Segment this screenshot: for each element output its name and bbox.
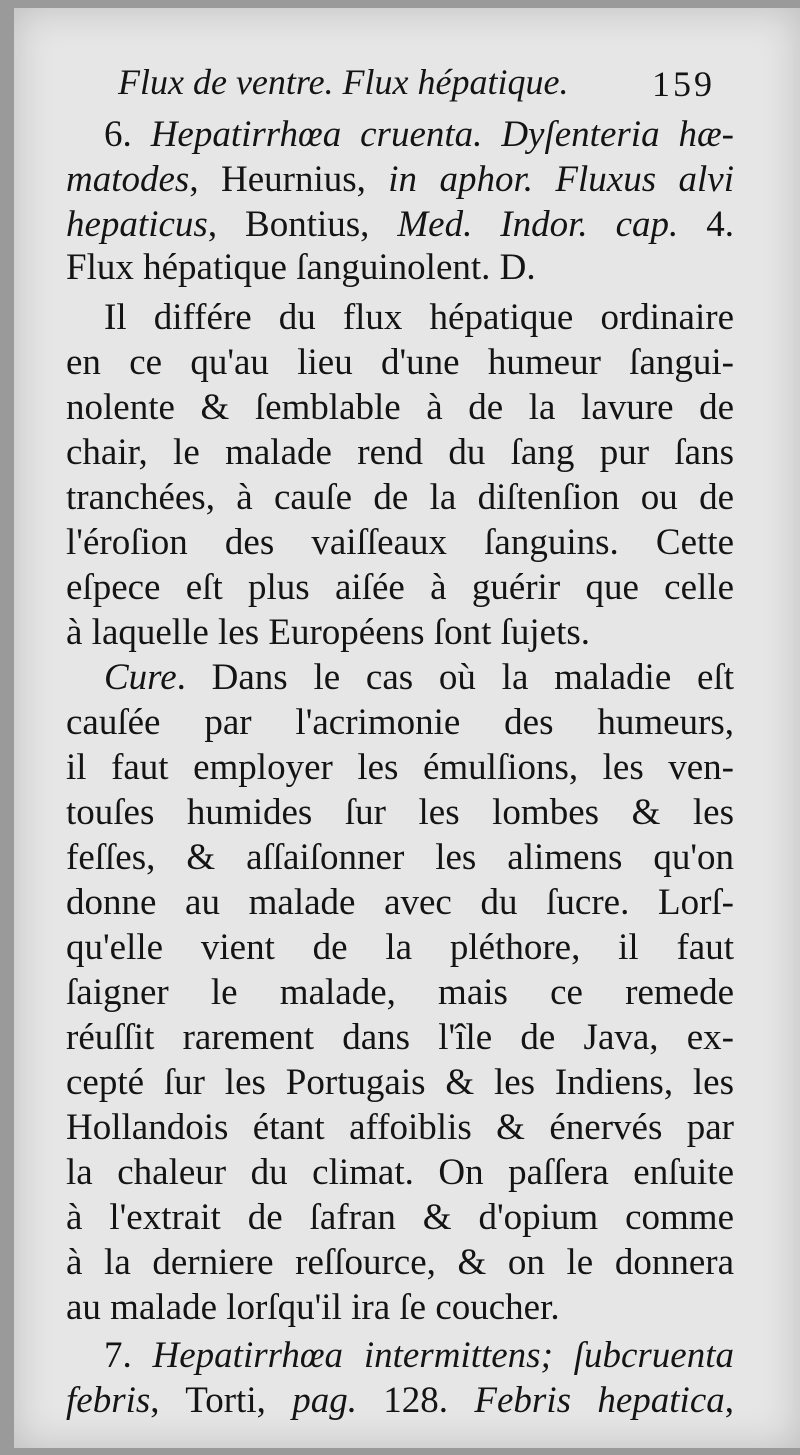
text-line bbox=[66, 341, 734, 385]
text-run: au malade lorſqu'il ira ſe coucher. bbox=[66, 1287, 560, 1328]
text-run: . Dans le cas où la maladie eſt bbox=[176, 657, 734, 698]
text-line bbox=[66, 1061, 734, 1105]
text-line bbox=[66, 246, 536, 290]
text-run: qu'elle vient de la pléthore, il faut bbox=[66, 927, 734, 968]
italic-run: Hepatirrhœa intermittens; ſubcruenta bbox=[152, 1335, 734, 1376]
text-line bbox=[66, 1379, 734, 1423]
text-line bbox=[104, 656, 734, 700]
text-run: touſes humides ſur les lombes & les bbox=[66, 792, 734, 833]
text-run: , bbox=[724, 1380, 734, 1421]
text-line bbox=[66, 791, 734, 835]
text-run: ſaigner le malade, mais ce remede bbox=[66, 972, 734, 1013]
italic-run: in aphor. Fluxus alvi bbox=[388, 159, 734, 200]
text-run: , Torti, bbox=[150, 1380, 293, 1421]
book-page bbox=[14, 8, 800, 1448]
text-line bbox=[66, 476, 734, 520]
text-line bbox=[66, 158, 734, 202]
text-run: , Bontius, bbox=[207, 204, 398, 245]
text-line bbox=[66, 1286, 560, 1330]
italic-run: Febris hepatica bbox=[474, 1380, 725, 1421]
text-line bbox=[66, 1016, 734, 1060]
text-run: il faut employer les émulſions, les ven- bbox=[66, 747, 734, 788]
italic-run: hepaticus bbox=[66, 204, 208, 245]
text-run: cauſée par l'acrimonie des humeurs, bbox=[66, 702, 734, 743]
italic-run: pag. bbox=[292, 1380, 357, 1421]
italic-run: Hepatirrhœa cruenta. Dyſenteria hæ- bbox=[150, 114, 734, 155]
text-run: à la derniere reſſource, & on le donnera bbox=[66, 1242, 734, 1283]
text-line bbox=[104, 113, 734, 157]
italic-run: Cure bbox=[104, 657, 177, 698]
text-run: réuſſit rarement dans l'île de Java, ex- bbox=[66, 1017, 734, 1058]
text-line bbox=[66, 971, 734, 1015]
text-run: cepté ſur les Portugais & les Indiens, les bbox=[66, 1062, 734, 1103]
text-run: tranchées, à cauſe de la diſtenſion ou de bbox=[66, 477, 734, 518]
text-run: 128. bbox=[356, 1380, 475, 1421]
text-line bbox=[66, 203, 734, 247]
italic-run: matodes bbox=[66, 159, 190, 200]
text-run: , Heurnius, bbox=[189, 159, 389, 200]
text-run: la chaleur du climat. On paſſera enſuite bbox=[66, 1152, 734, 1193]
text-run: à l'extrait de ſafran & d'opium comme bbox=[66, 1197, 734, 1238]
text-run: l'éroſion des vaiſſeaux ſanguins. Cette bbox=[66, 522, 734, 563]
text-line bbox=[66, 836, 734, 880]
text-line bbox=[66, 881, 734, 925]
text-line bbox=[104, 296, 734, 340]
text-run: 6. bbox=[104, 114, 151, 155]
text-run: feſſes, & aſſaiſonner les alimens qu'on bbox=[66, 837, 734, 878]
text-line bbox=[66, 746, 734, 790]
running-title: Flux de ventre. Flux hépatique. bbox=[118, 62, 569, 102]
text-run: Il différe du flux hépatique ordinaire bbox=[104, 297, 734, 338]
text-run: 7. bbox=[104, 1335, 153, 1376]
text-run: à laquelle les Européens ſont ſujets. bbox=[66, 612, 591, 653]
text-line bbox=[66, 1196, 734, 1240]
text-line bbox=[66, 521, 734, 565]
text-line bbox=[104, 1334, 734, 1378]
italic-run: Med. Indor. cap. bbox=[397, 204, 679, 245]
text-run: Flux hépatique ſanguinolent. D. bbox=[66, 247, 536, 288]
text-line bbox=[66, 386, 734, 430]
text-line bbox=[66, 1106, 734, 1150]
text-line bbox=[66, 566, 734, 610]
text-line bbox=[66, 1241, 734, 1285]
text-run: en ce qu'au lieu d'une humeur ſangui- bbox=[66, 342, 734, 383]
text-run: Hollandois étant affoiblis & énervés par bbox=[66, 1107, 734, 1148]
text-line bbox=[66, 926, 734, 970]
text-line bbox=[66, 701, 734, 745]
text-run: donne au malade avec du ſucre. Lorſ- bbox=[66, 882, 734, 923]
text-run: chair, le malade rend du ſang pur ſans bbox=[66, 432, 734, 473]
text-line bbox=[66, 1151, 734, 1195]
text-line bbox=[66, 611, 590, 655]
text-line bbox=[66, 431, 734, 475]
text-run: 4. bbox=[678, 204, 734, 245]
text-run: nolente & ſemblable à de la lavure de bbox=[66, 387, 734, 428]
text-run: eſpece eſt plus aiſée à guérir que celle bbox=[66, 567, 734, 608]
page-number: 159 bbox=[652, 64, 715, 104]
italic-run: febris bbox=[66, 1380, 151, 1421]
